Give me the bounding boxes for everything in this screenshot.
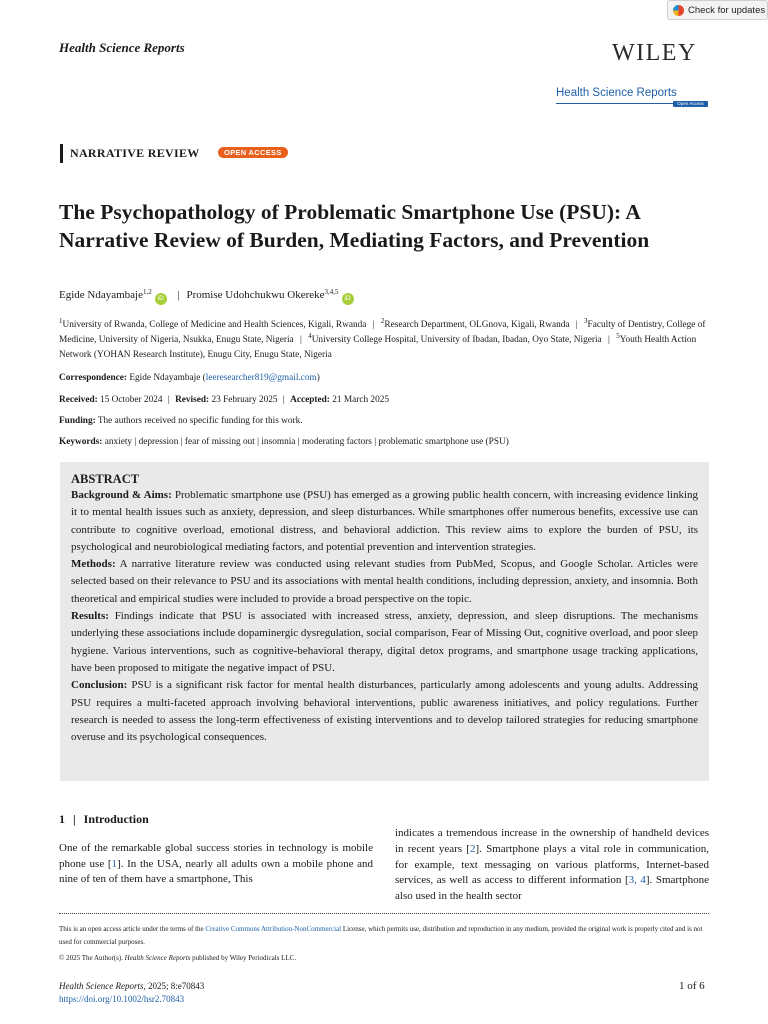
orcid-icon[interactable]: iD <box>155 293 167 305</box>
affiliation: Faculty of Dentistry, College of Medicine, University of Nigeria, Nsukka, Enugu State, Nigeria <box>59 320 706 345</box>
affiliation-sup: 3 <box>584 317 588 325</box>
author-name[interactable]: Egide Ndayambaje <box>59 289 143 301</box>
funding-label: Funding: <box>59 416 96 426</box>
abstract-section-label: Background & Aims: <box>71 489 172 501</box>
open-access-badge: OPEN ACCESS <box>218 147 288 158</box>
intro-text: ]. Smartphone plays a vital role in communication, for example, text messaging on various platforms, Internet-based services, as well as access to different information [ <box>395 842 709 887</box>
intro-heading <box>59 812 373 828</box>
affiliation-sup: 2 <box>380 317 385 325</box>
intro-text: One of the remarkable global success stories in technology is mobile phone use [ <box>59 841 373 870</box>
abstract-box <box>60 462 709 781</box>
license-note <box>59 923 709 965</box>
crossmark-icon <box>673 5 684 16</box>
abstract-results <box>71 608 698 677</box>
citation-journal: Health Science Reports <box>59 981 144 991</box>
abstract-section-label: Conclusion: <box>71 679 128 692</box>
correspondence-email-link[interactable]: leeresearcher819@gmail.com <box>205 373 317 383</box>
affiliation: Youth Health Action Network (YOHAN Research Institute), Enugu City, Enugu State, Nigeria <box>59 335 697 360</box>
citation-link[interactable]: 3, 4 <box>628 874 646 887</box>
correspondence-label: Correspondence: <box>59 373 127 383</box>
keywords-label: Keywords: <box>59 437 103 447</box>
author-separator: | <box>177 289 180 301</box>
author-affiliation-sup: 1,2 <box>143 288 152 296</box>
section-number: 1 <box>59 812 65 826</box>
page-number: 1 of 6 <box>679 980 705 992</box>
revised-label: Revised: <box>175 395 210 405</box>
affiliation: University College Hospital, University of Ibadan, Ibadan, Oyo State, Nigeria <box>311 335 602 345</box>
citation-link[interactable]: 1 <box>111 857 118 870</box>
correspondence: Correspondence: Egide Ndayambaje (leeresearcher819@gmail.com) <box>59 373 320 383</box>
author-name[interactable]: Promise Udohchukwu Okereke <box>186 289 325 301</box>
affiliation-sup: 5 <box>616 332 620 340</box>
intro-text: ]. Smartphone also used in the health sector <box>395 874 709 903</box>
revised-date: 23 February 2025 <box>211 395 278 405</box>
affiliation-sup: 1 <box>59 317 63 325</box>
license-text: This is an open access article under the terms of the <box>59 925 206 933</box>
check-for-updates-button[interactable] <box>667 0 768 20</box>
section-separator: | <box>73 812 76 826</box>
publisher-logo: WILEY <box>612 40 697 66</box>
intro-left-column <box>59 812 373 888</box>
abstract-section-text: Findings indicate that PSU is associated with increased stress, anxiety, depression, and sleep disruptions. The mechanisms underlying these associations include dopaminergic dysregulation, social comparison, Fear of Missing Out, cognitive overload, and poor sleep hygiene. Various interventions, such as cognitive-behavioral therapy, digital detox programs, and smartphone usage tracking applications, have been proposed to mitigate the negative impact of PSU. <box>71 610 699 674</box>
article-title: The Psychopathology of Problematic Smartphone Use (PSU): A Narrative Review of Burden, Mediating Factors, and Prevention <box>59 200 650 252</box>
journal-logo: Health Science Reports <box>556 87 677 99</box>
received-date: 15 October 2024 <box>100 395 163 405</box>
affiliation: University of Rwanda, College of Medicine and Health Sciences, Kigali, Rwanda <box>62 320 367 330</box>
abstract-methods <box>71 556 698 608</box>
section-title: Introduction <box>83 812 149 826</box>
orcid-icon[interactable]: iD <box>342 293 354 305</box>
check-for-updates-label: Check for updates <box>688 4 766 16</box>
journal-logo-badge: Open Access <box>673 101 708 107</box>
abstract-background <box>71 487 698 556</box>
affiliations: $^1$University of Rwanda, College of Medicine and Health Sciences, Kigali, Rwanda | $^2$Research Department, OLGnova, Kigali, Rwanda | $^3$Faculty of Dentistry, College of Medicine, University of Nigeria, Nsukka, Enugu State, Nigeria | $^4$University College Hospital, University of Ibadan, Ibadan, Oyo State, Nigeria | $^5$Youth Health Action Network (YOHAN Research Institute), Enugu City, Enugu State, Nigeria <box>59 317 706 360</box>
intro-paragraph <box>59 841 373 888</box>
copyright-journal: Health Science Reports <box>124 954 191 962</box>
dates: Received: 15 October 2024 | Revised: 23 February 2025 | Accepted: 21 March 2025 <box>59 395 390 405</box>
abstract-section-label: Methods: <box>71 558 116 571</box>
abstract-section-text: Problematic smartphone use (PSU) has emerged as a growing public health concern, with increasing evidence linking it to mental health issues such as anxiety, depression, and sleep disturbances. While smartphones offer numerous benefits, excessive use can contribute to cognitive overload, emotional distress, and behavioral addiction. This review aims to explore the burden of PSU, its psychological and neurobiological mediating factors, and potential prevention and intervention strategies. <box>71 489 698 553</box>
doi-link[interactable]: https://doi.org/10.1002/hsr2.70843 <box>59 994 185 1004</box>
section-type-bar <box>60 144 63 163</box>
affiliation: Research Department, OLGnova, Kigali, Rwanda <box>384 320 570 330</box>
intro-text: ]. In the USA, nearly all adults own a mobile phone and nine of ten of them have a smartphone, This <box>59 857 373 886</box>
abstract-conclusion <box>71 677 698 746</box>
intro-text: indicates a tremendous increase in the ownership of handheld devices in recent years [ <box>395 827 709 855</box>
funding-text: The authors received no specific funding for this work. <box>97 416 303 426</box>
citation-volume: , 2025; 8:e70843 <box>143 981 205 991</box>
abstract-section-text: A narrative literature review was conducted using relevant studies from PubMed, Scopus, and Google Scholar. Articles were selected based on their relevance to PSU and its associations with mental health conditions, including depression, anxiety, and insomnia. Both theoretical and empirical studies were included to provide a broad perspective on the topic. <box>71 558 698 605</box>
abstract-heading: ABSTRACT <box>71 472 140 486</box>
funding <box>59 416 303 426</box>
author-list <box>59 289 358 305</box>
license-link[interactable]: Creative Commons Attribution-NonCommercial <box>205 925 342 933</box>
footer-citation <box>59 980 204 1006</box>
footer-divider <box>59 913 709 914</box>
abstract-section-label: Results: <box>71 610 109 623</box>
abstract-section-text: PSU is a significant risk factor for mental health disturbances, particularly among adolescents and young adults. Addressing PSU requires a multi-faceted approach involving behavioral interventions, public awareness initiatives, and policy regulations. Further research is needed to assess the long-term effectiveness of existing interventions and to develop tailored strategies for reducing smartphone overuse and its psychological consequences. <box>71 679 698 744</box>
intro-right-column <box>395 826 709 905</box>
license-text: License, which permits use, distribution and reproduction in any medium, provided the original work is properly cited and is not used for commercial purposes. <box>59 925 703 946</box>
accepted-date: 21 March 2025 <box>332 395 390 405</box>
accepted-label: Accepted: <box>290 395 330 405</box>
journal-name: Health Science Reports <box>59 40 185 55</box>
affiliation-sup: 4 <box>308 332 312 340</box>
author-affiliation-sup: 3,4,5 <box>324 288 339 296</box>
received-label: Received: <box>59 395 98 405</box>
section-type: NARRATIVE REVIEW <box>70 146 200 160</box>
correspondence-name: Egide Ndayambaje <box>129 373 201 383</box>
copyright-text: © 2025 The Author(s). <box>59 954 125 962</box>
keywords-text: anxiety | depression | fear of missing out | insomnia | moderating factors | problematic smartphone use (PSU) <box>104 437 509 447</box>
copyright-text: published by Wiley Periodicals LLC. <box>190 954 297 962</box>
citation-link[interactable]: 2 <box>469 842 476 855</box>
keywords <box>59 437 509 447</box>
